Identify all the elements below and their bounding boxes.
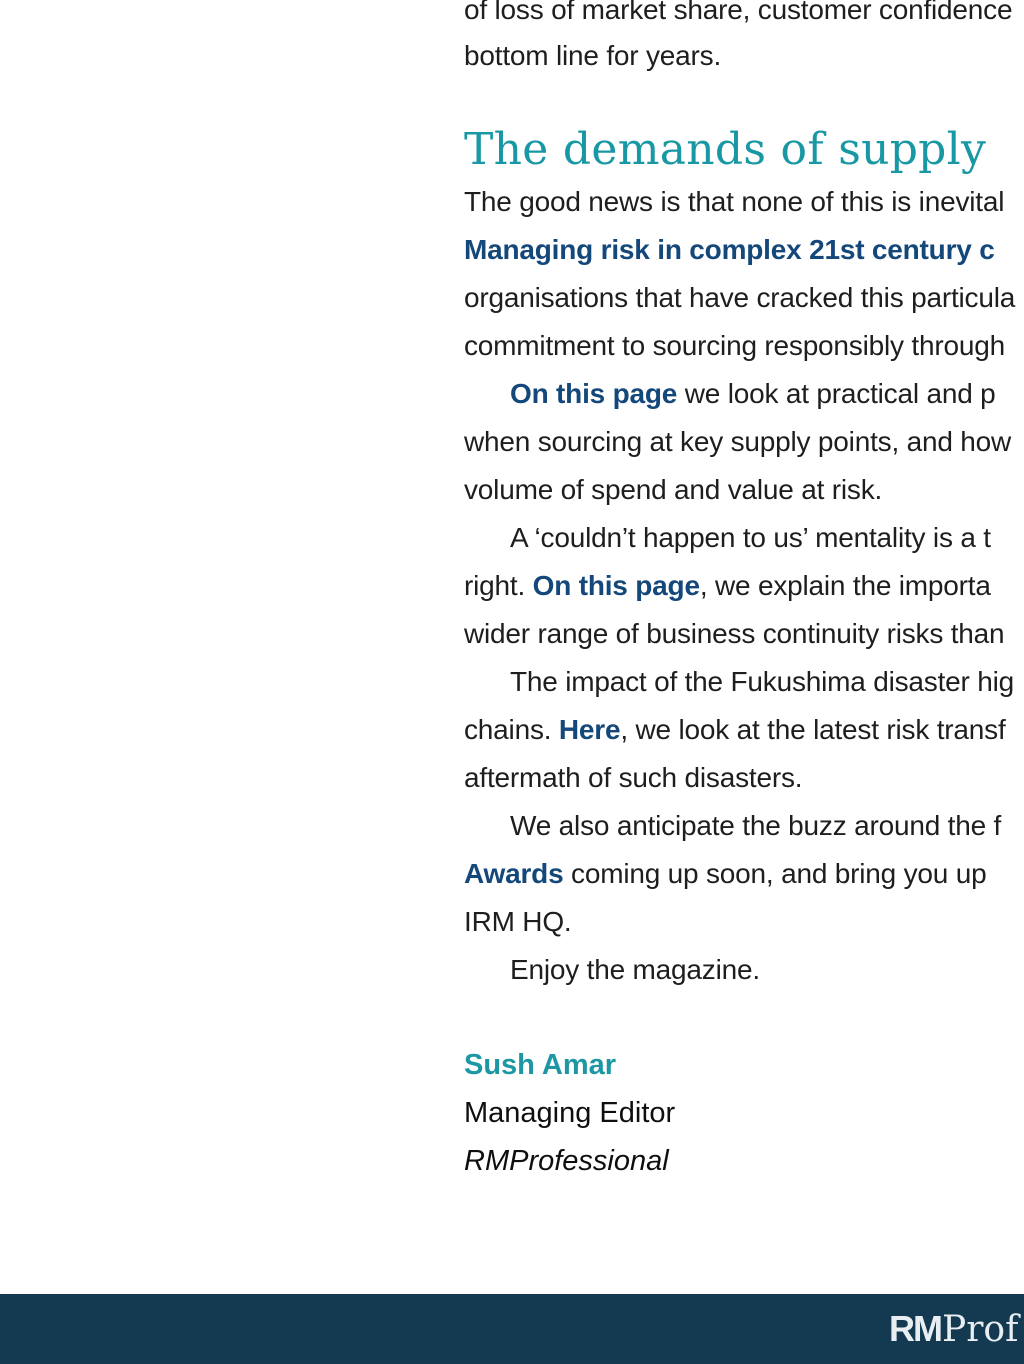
paragraph-line: wider range of business continuity risks than	[464, 618, 1005, 649]
paragraph-line: IRM HQ.	[464, 906, 572, 937]
publication-logo[interactable]	[889, 1304, 1018, 1355]
paragraph-line	[464, 562, 991, 610]
paragraph-text: , we look at the latest risk transf	[620, 714, 1006, 745]
author-name: Sush Amar	[464, 1049, 617, 1081]
paragraph-line: We also anticipate the buzz around the f	[510, 810, 1002, 841]
paragraph-line: The good news is that none of this is inevital	[464, 186, 1005, 217]
logo-initials: RM	[889, 1308, 941, 1349]
paragraph-line: A ‘couldn’t happen to us’ mentality is a t	[510, 522, 991, 553]
paragraph-line: The impact of the Fukushima disaster hig	[510, 666, 1015, 697]
publication-name: RMProfessional	[464, 1145, 669, 1177]
paragraph-text: we look at practical and p	[677, 378, 996, 409]
section-heading: The demands of supply	[464, 124, 987, 175]
paragraph-line: when sourcing at key supply points, and how	[464, 426, 1012, 457]
intro-line: bottom line for years.	[464, 40, 722, 71]
managing-risk-link[interactable]: Managing risk in complex 21st century c	[464, 234, 995, 265]
footer-bar	[0, 1294, 1024, 1364]
author-role: Managing Editor	[464, 1097, 676, 1129]
article-body	[464, 0, 1024, 1294]
paragraph-line	[510, 370, 996, 418]
intro-line: of loss of market share, customer confidence	[464, 0, 1013, 25]
paragraph-text: , we explain the importa	[699, 570, 991, 601]
paragraph-line: organisations that have cracked this particula	[464, 282, 1016, 313]
paragraph-text: right.	[464, 570, 533, 601]
awards-link[interactable]: Awards	[464, 858, 564, 889]
paragraph-line	[464, 850, 986, 898]
logo-wordmark: Prof	[942, 1309, 1019, 1350]
paragraph-line: commitment to sourcing responsibly through	[464, 330, 1005, 361]
on-this-page-link[interactable]: On this page	[510, 378, 678, 409]
paragraph-line	[464, 226, 995, 274]
paragraph-line: aftermath of such disasters.	[464, 762, 803, 793]
here-link[interactable]: Here	[558, 714, 621, 745]
paragraph-line: Enjoy the magazine.	[510, 954, 760, 985]
paragraph-text: chains.	[464, 714, 559, 745]
paragraph-text: coming up soon, and bring you up	[563, 858, 987, 889]
paragraph-line: volume of spend and value at risk.	[464, 474, 883, 505]
on-this-page-link-2[interactable]: On this page	[532, 570, 700, 601]
paragraph-line	[464, 706, 1006, 754]
